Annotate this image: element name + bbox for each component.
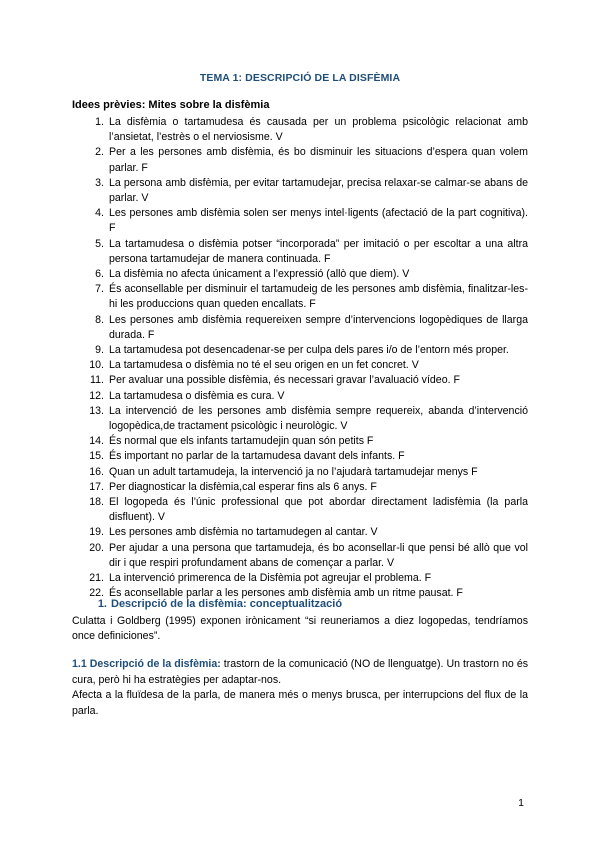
item-number: 4. bbox=[95, 207, 104, 220]
item-number: 14. bbox=[89, 435, 104, 448]
list-item bbox=[72, 449, 528, 464]
list-item bbox=[72, 541, 528, 571]
item-text: La disfèmia o tartamudesa és causada per un problema psicològic relacionat amb l’ansietat, l’estrès o el nerviosisme. V bbox=[109, 116, 528, 144]
section-heading bbox=[72, 598, 528, 610]
item-number: 6. bbox=[95, 268, 104, 281]
list-item bbox=[72, 267, 528, 282]
list-item bbox=[72, 389, 528, 404]
list-item bbox=[72, 343, 528, 358]
item-number: 16. bbox=[89, 465, 104, 478]
item-number: 1. bbox=[95, 116, 104, 128]
list-item bbox=[72, 282, 528, 312]
item-text: És normal que els infants tartamudejin quan són petits F bbox=[109, 435, 374, 448]
item-number: 2. bbox=[95, 146, 104, 159]
subsection-paragraph bbox=[72, 657, 528, 719]
myths-list bbox=[72, 115, 528, 602]
list-item bbox=[72, 115, 528, 145]
subsection-text-2: Afecta a la fluïdesa de la parla, de manera més o menys brusca, per interrupcions del flux de la parla. bbox=[72, 689, 528, 717]
item-text: La persona amb disfèmia, per evitar tartamudejar, precisa relaxar-se calmar-se abans de parlar. V bbox=[109, 176, 528, 205]
list-item bbox=[72, 373, 528, 388]
item-number: 11. bbox=[90, 374, 104, 387]
page-title: TEMA 1: DESCRIPCIÓ DE LA DISFÈMIA bbox=[199, 72, 401, 84]
list-item bbox=[72, 358, 528, 373]
item-text: La intervenció de les persones amb disfèmia sempre requereix, abanda d’intervenció logopèdica,de tractament psicològic i neurològic. V bbox=[109, 404, 528, 433]
section-title: Descripció de la disfèmia: conceptualització bbox=[111, 598, 343, 610]
item-text: Les persones amb disfèmia solen ser menys intel·ligents (afectació de la part cognitiva). F bbox=[109, 207, 528, 235]
list-item bbox=[72, 176, 528, 206]
item-number: 13. bbox=[89, 404, 104, 417]
section-number: 1. bbox=[97, 598, 107, 610]
item-text: Per diagnosticar la disfèmia,cal esperar fins als 6 anys. F bbox=[109, 480, 377, 493]
section-subtitle: Idees prèvies: Mites sobre la disfèmia bbox=[72, 99, 270, 111]
list-item bbox=[72, 495, 528, 525]
item-text: La intervenció primerenca de la Disfèmia pot agreujar el problema. F bbox=[109, 572, 432, 585]
list-item bbox=[72, 434, 528, 449]
item-text: Les persones amb disfèmia no tartamudegen al cantar. V bbox=[109, 526, 378, 539]
item-text: El logopeda és l’únic professional que pot abordar directament ladisfèmia (la parla disfluent). V bbox=[109, 496, 528, 524]
list-item bbox=[72, 480, 528, 495]
item-number: 3. bbox=[95, 176, 104, 189]
item-number: 17. bbox=[89, 480, 104, 493]
item-text: Per a les persones amb disfèmia, és bo disminuir les situacions d’espera quan volem parlar. F bbox=[109, 146, 528, 174]
item-text: És aconsellable parlar a les persones amb disfèmia amb un ritme pausat. F bbox=[109, 587, 463, 600]
item-text: Quan un adult tartamudeja, la intervenció ja no l’ajudarà tartamudejar menys F bbox=[109, 465, 478, 478]
item-text: Les persones amb disfèmia requereixen sempre d’intervencions logopèdiques de llarga durada. F bbox=[109, 313, 528, 341]
item-text: La tartamudesa pot desencadenar-se per culpa dels pares i/o de l’entorn més proper. bbox=[109, 344, 509, 357]
list-item bbox=[72, 465, 528, 480]
list-item bbox=[72, 404, 528, 434]
item-number: 10. bbox=[89, 359, 104, 372]
item-number: 18. bbox=[89, 496, 104, 509]
section-paragraph: Culatta i Goldberg (1995) exponen irònicament “si reuneriamos a diez logopedas, tendríamos once definiciones”. bbox=[72, 615, 528, 642]
list-item bbox=[72, 525, 528, 540]
item-number: 12. bbox=[89, 389, 104, 402]
item-text: És important no parlar de la tartamudesa davant dels infants. F bbox=[109, 450, 405, 463]
item-text: És aconsellable per disminuir el tartamudeig de les persones amb disfèmia, finalitzar-les-hi les produccions quan queden encallats. F bbox=[109, 283, 528, 311]
list-item bbox=[72, 237, 528, 267]
item-text: La tartamudesa o disfèmia potser “incorporada” per imitació o per escoltar a una altra persona tartamudejar de manera continuada. F bbox=[109, 237, 528, 265]
item-text: Per ajudar a una persona que tartamudeja, és bo aconsellar-li que pensi bé allò que vol dir i que respiri profundament abans de començar a parlar. V bbox=[109, 541, 528, 569]
list-item bbox=[72, 145, 528, 175]
list-item bbox=[72, 571, 528, 586]
page-number: 1 bbox=[518, 797, 524, 809]
item-text: Per avaluar una possible disfèmia, és necessari gravar l’avaluació vídeo. F bbox=[109, 374, 460, 387]
item-text: La tartamudesa o disfèmia es cura. V bbox=[109, 389, 285, 402]
list-item bbox=[72, 313, 528, 343]
item-number: 20. bbox=[89, 541, 104, 554]
list-item bbox=[72, 206, 528, 236]
item-number: 19. bbox=[89, 526, 104, 539]
subsection-heading: 1.1 Descripció de la disfèmia: bbox=[72, 658, 221, 670]
item-number: 9. bbox=[95, 344, 104, 357]
item-number: 21. bbox=[89, 572, 104, 585]
item-number: 15. bbox=[89, 450, 104, 463]
item-text: La tartamudesa o disfèmia no té el seu origen en un fet concret. V bbox=[109, 359, 419, 372]
item-number: 5. bbox=[95, 237, 104, 250]
subsection-text: trastorn de la comunicació (NO de llenguatge). Un trastorn no és cura, però hi ha estratègies per adaptar-nos. bbox=[72, 658, 529, 686]
item-number: 22. bbox=[89, 587, 104, 600]
item-number: 8. bbox=[95, 313, 104, 326]
item-number: 7. bbox=[95, 283, 104, 296]
item-text: La disfèmia no afecta únicament a l’expressió (allò que diem). V bbox=[109, 268, 410, 281]
